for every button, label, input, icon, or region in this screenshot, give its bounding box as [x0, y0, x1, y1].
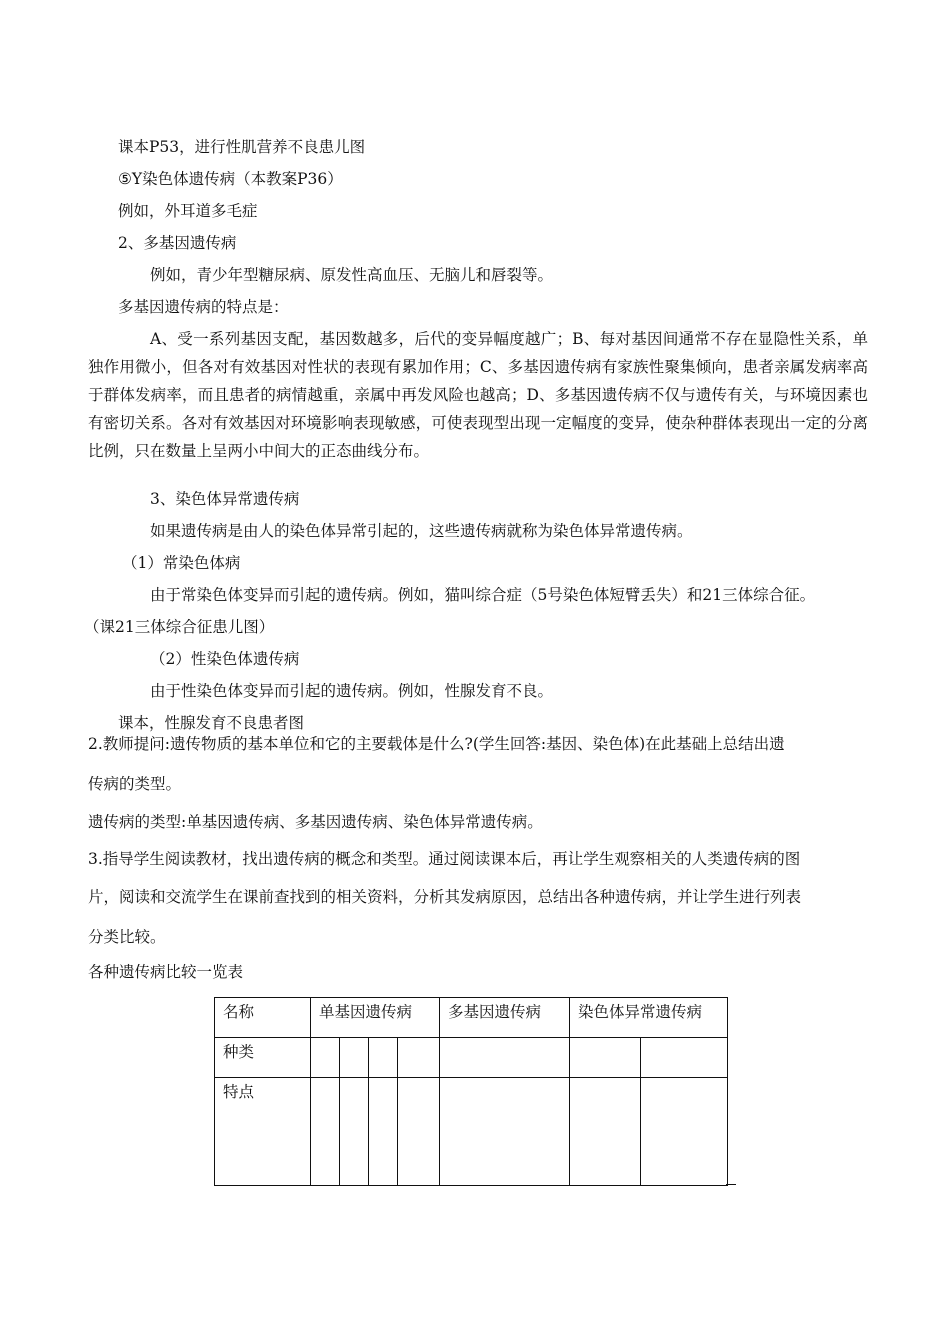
table-cell[interactable]: [641, 1038, 728, 1078]
paragraph-y-chromosome: ⑤Y染色体遗传病（本教案P36）: [118, 170, 343, 188]
row-label-features: 特点: [215, 1078, 311, 1186]
header-name: 名称: [215, 998, 311, 1038]
paragraph-teacher-question-cont: 传病的类型。: [88, 775, 182, 793]
paragraph-chromosomal-definition: 如果遗传病是由人的染色体异常引起的，这些遗传病就称为染色体异常遗传病。: [150, 522, 693, 540]
table-row: [215, 1038, 728, 1078]
table-cell[interactable]: [570, 1078, 641, 1186]
table-cell[interactable]: [570, 1038, 641, 1078]
table-edge-mark: [726, 1184, 736, 1185]
paragraph-autosomal: 由于常染色体变异而引起的遗传病。例如，猫叫综合症（5号染色体短臂丢失）和21三体综合征。: [150, 586, 816, 604]
header-chromosomal: 染色体异常遗传病: [570, 998, 728, 1038]
table-header-row: [215, 998, 728, 1038]
features-rest: 系，单独作用微小，但各对有效基因对性状的表现有累加作用；C、多基因遗传病有家族性聚集倾向，患者亲属发病率高于群体发病率，而且患者的病情越重，亲属中再发风险也越高；D、多基因遗传病不仅与遗传有关，与环境因素也有密切关系。各对有效基因对环境影响表现敏感，可使表现型出现一定幅度的变异，使杂种群体表现出一定的分离比例，只在数量上呈两小中间大的正态曲线分布。: [88, 330, 868, 460]
header-polygenic: 多基因遗传病: [440, 998, 570, 1038]
paragraph-polygenic-features-intro: 多基因遗传病的特点是：: [118, 298, 289, 316]
paragraph-polygenic-examples: 例如，青少年型糖尿病、原发性高血压、无脑儿和唇裂等。: [150, 266, 554, 284]
header-single-gene: 单基因遗传病: [311, 998, 440, 1038]
paragraph-disease-types: 遗传病的类型:单基因遗传病、多基因遗传病、染色体异常遗传病。: [88, 813, 543, 831]
heading-polygenic: 2、多基因遗传病: [118, 234, 237, 252]
heading-autosomal: （1）常染色体病: [122, 554, 241, 572]
table-cell[interactable]: [440, 1038, 570, 1078]
paragraph-teacher-question: 2.教师提问:遗传物质的基本单位和它的主要载体是什么?(学生回答:基因、染色体)在此基础上总结出遗: [88, 735, 785, 753]
features-first-line: A、受一系列基因支配，基因数越多，后代的变异幅度越广；B、每对基因间通常不存在显隐性关: [150, 330, 821, 348]
paragraph-textbook-p53: 课本P53，进行性肌营养不良患儿图: [118, 138, 366, 156]
heading-chromosomal: 3、染色体异常遗传病: [150, 490, 300, 508]
table-cell[interactable]: [340, 1078, 369, 1186]
paragraph-guide-l3: 分类比较。: [88, 928, 166, 946]
paragraph-guide-l2: 片，阅读和交流学生在课前查找到的相关资料，分析其发病原因，总结出各种遗传病，并让学生进行列表: [88, 888, 802, 906]
comparison-table: [214, 997, 728, 1186]
paragraph-gonad-figure: 课本，性腺发育不良患者图: [118, 714, 305, 732]
paragraph-sex-chromosome: 由于性染色体变异而引起的遗传病。例如，性腺发育不良。: [150, 682, 554, 700]
table-row: [215, 1078, 728, 1186]
table-cell[interactable]: [340, 1038, 369, 1078]
heading-sex-chromosome: （2）性染色体遗传病: [150, 650, 300, 668]
paragraph-trisomy-figure: （课21三体综合征患儿图）: [84, 618, 275, 636]
table-cell[interactable]: [369, 1078, 398, 1186]
row-label-types: 种类: [215, 1038, 311, 1078]
table-cell[interactable]: [398, 1038, 440, 1078]
table-cell[interactable]: [398, 1078, 440, 1186]
table-cell[interactable]: [440, 1078, 570, 1186]
table-cell[interactable]: [641, 1078, 728, 1186]
table-title: 各种遗传病比较一览表: [88, 963, 244, 981]
table-cell[interactable]: [369, 1038, 398, 1078]
paragraph-polygenic-features: [88, 325, 868, 465]
paragraph-example-hairy-ear: 例如，外耳道多毛症: [118, 202, 258, 220]
paragraph-guide-l1: 3.指导学生阅读教材，找出遗传病的概念和类型。通过阅读课本后，再让学生观察相关的人类遗传病的图: [88, 850, 801, 868]
table-cell[interactable]: [311, 1038, 340, 1078]
table-cell[interactable]: [311, 1078, 340, 1186]
